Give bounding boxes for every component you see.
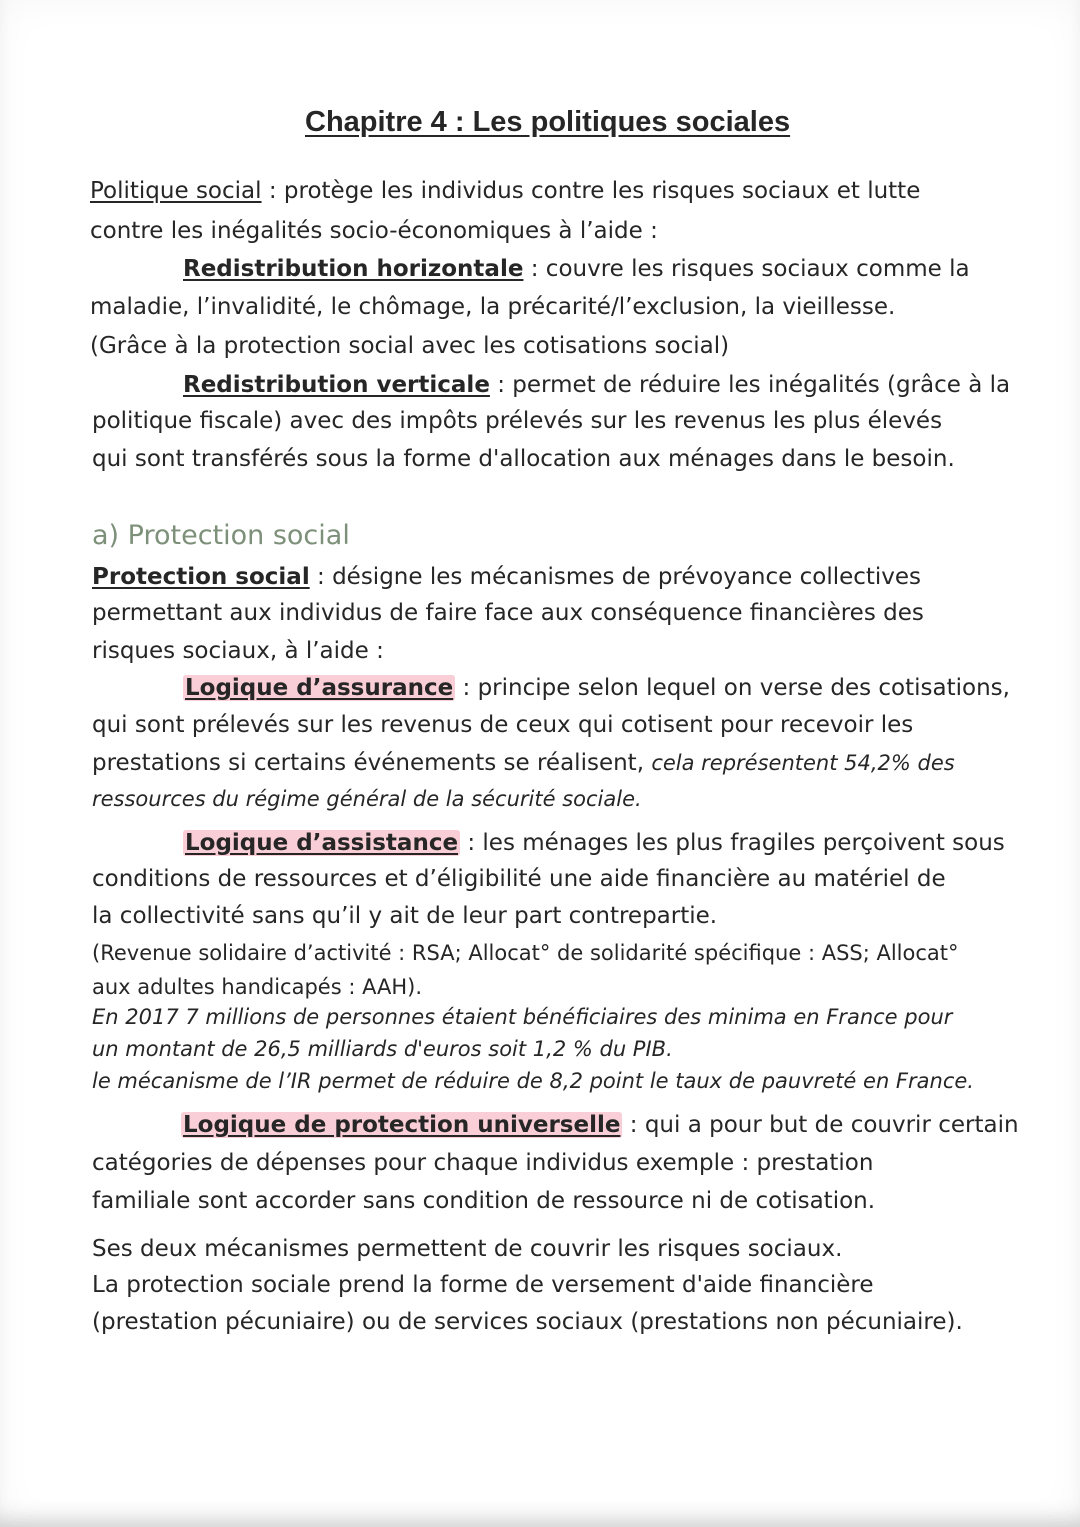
logique-assistance-line-1 — [183, 828, 1005, 858]
protection-social-line-2: permettant aux individus de faire face aux conséquence financières des — [92, 600, 924, 626]
logique-assurance-line-4: ressources du régime général de la sécurité sociale. — [92, 787, 642, 811]
logique-assistance-line-2: conditions de ressources et d’éligibilité une aide financière au matériel de — [92, 866, 946, 892]
redistribution-verticale-line-1 — [183, 370, 1010, 400]
logique-assistance-line-3: la collectivité sans qu’il y ait de leur part contrepartie. — [92, 903, 718, 929]
redistribution-verticale-line-2: politique fiscale) avec des impôts prélevés sur les revenus les plus élevés — [92, 408, 943, 434]
term-redistribution-verticale: Redistribution verticale — [183, 372, 490, 398]
logique-assurance-line-2: qui sont prélevés sur les revenus de ceux qui cotisent pour recevoir les — [92, 712, 914, 738]
protection-social-line-1 — [92, 562, 921, 592]
logique-assistance-line-5: aux adultes handicapés : AAH). — [92, 975, 423, 999]
redistribution-horizontale-text-1: : couvre les risques sociaux comme la — [523, 256, 970, 282]
logique-assistance-line-4: (Revenue solidaire d’activité : RSA; Allocat° de solidarité spécifique : ASS; Allocat° — [92, 941, 959, 965]
page-title: Chapitre 4 : Les politiques sociales — [305, 106, 791, 138]
redistribution-verticale-line-3: qui sont transférés sous la forme d'allocation aux ménages dans le besoin. — [92, 446, 955, 472]
term-logique-assistance: Logique d’assistance — [185, 830, 459, 856]
conclusion-line-3: (prestation pécuniaire) ou de services sociaux (prestations non pécuniaire). — [92, 1309, 963, 1335]
redistribution-horizontale-line-2: maladie, l’invalidité, le chômage, la précarité/l’exclusion, la vieillesse. — [90, 294, 896, 320]
logique-assistance-line-6: En 2017 7 millions de personnes étaient bénéficiaires des minima en France pour — [92, 1005, 953, 1029]
protection-social-line-3: risques sociaux, à l’aide : — [92, 638, 384, 664]
intro-line-2: contre les inégalités socio-économiques à l’aide : — [90, 218, 658, 244]
conclusion-line-2: La protection sociale prend la forme de versement d'aide financière — [92, 1272, 874, 1298]
term-logique-universelle: Logique de protection universelle — [183, 1112, 621, 1138]
term-redistribution-horizontale: Redistribution horizontale — [183, 256, 524, 282]
redistribution-horizontale-line-3: (Grâce à la protection social avec les cotisations social) — [90, 333, 730, 359]
logique-assistance-text-1: : les ménages les plus fragiles perçoivent sous — [460, 830, 1005, 856]
conclusion-line-1: Ses deux mécanismes permettent de couvrir les risques sociaux. — [92, 1236, 843, 1262]
redistribution-horizontale-line-1 — [183, 254, 970, 284]
logique-assistance-line-8: le mécanisme de l’IR permet de réduire de 8,2 point le taux de pauvreté en France. — [92, 1069, 974, 1093]
logique-assurance-line-1 — [183, 673, 1010, 703]
logique-universelle-line-3: familiale sont accorder sans condition de ressource ni de cotisation. — [92, 1188, 876, 1214]
redistribution-verticale-text-1: : permet de réduire les inégalités (grâce à la — [489, 372, 1011, 398]
section-heading-protection-social: a) Protection social — [92, 520, 350, 551]
logique-assistance-line-7: un montant de 26,5 milliards d'euros soit 1,2 % du PIB. — [92, 1037, 673, 1061]
intro-line-1 — [90, 176, 920, 206]
logique-assurance-line-3 — [92, 748, 955, 778]
logique-universelle-line-1 — [181, 1110, 1019, 1140]
protection-social-text-1: : désigne les mécanismes de prévoyance collectives — [309, 564, 922, 590]
logique-universelle-line-2: catégories de dépenses pour chaque individus exemple : prestation — [92, 1150, 874, 1176]
intro-text-1: : protège les individus contre les risques sociaux et lutte — [261, 178, 921, 204]
logique-assurance-text-3: prestations si certains événements se réalisent, — [92, 750, 652, 776]
term-politique-social: Politique social — [90, 178, 262, 204]
logique-universelle-text-1: : qui a pour but de couvrir certain — [622, 1112, 1019, 1138]
term-protection-social: Protection social — [92, 564, 310, 590]
logique-assurance-stat: cela représentent 54,2% des — [651, 751, 955, 775]
logique-assurance-text-1: : principe selon lequel on verse des cotisations, — [455, 675, 1010, 701]
term-logique-assurance: Logique d’assurance — [185, 675, 454, 701]
